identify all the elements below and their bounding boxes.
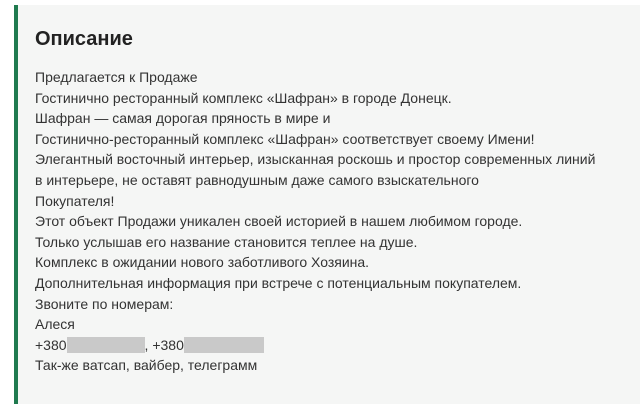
description-line: в интерьере, не оставят равнодушным даже самого взыскательного bbox=[35, 171, 479, 188]
description-text bbox=[35, 67, 635, 376]
description-line: Покупателя! bbox=[35, 192, 115, 209]
phone-2-prefix: +380 bbox=[152, 336, 184, 353]
description-line: Элегантный восточный интерьер, изысканная роскошь и простор современных линий bbox=[35, 151, 596, 168]
contact-name: Алеся bbox=[35, 316, 75, 333]
description-line: Этот объект Продажи уникален своей историей в нашем любимом городе. bbox=[35, 213, 523, 230]
messengers-line: Так-же ватсап, вайбер, телеграмм bbox=[35, 357, 258, 374]
description-line: Шафран — самая дорогая пряность в мире и bbox=[35, 110, 331, 127]
description-line: Гостинично-ресторанный комплекс «Шафран» соответствует своему Имени! bbox=[35, 130, 535, 147]
description-line: Звоните по номерам: bbox=[35, 295, 174, 312]
phone-1-redaction bbox=[67, 337, 145, 353]
phone-2-redaction bbox=[184, 337, 264, 353]
description-line: Только услышав его название становится теплее на душе. bbox=[35, 233, 418, 250]
phone-numbers bbox=[35, 335, 635, 356]
phone-separator: , bbox=[144, 336, 153, 353]
description-line: Гостинично ресторанный комплекс «Шафран» в городе Донецк. bbox=[35, 89, 452, 106]
description-line: Комплекс в ожидании нового заботливого Хозяина. bbox=[35, 254, 370, 271]
phone-1-prefix: +380 bbox=[35, 336, 67, 353]
description-line: Дополнительная информация при встрече с потенциальным покупателем. bbox=[35, 274, 522, 291]
description-line: Предлагается к Продаже bbox=[35, 69, 198, 85]
section-title: Описание bbox=[35, 28, 133, 50]
